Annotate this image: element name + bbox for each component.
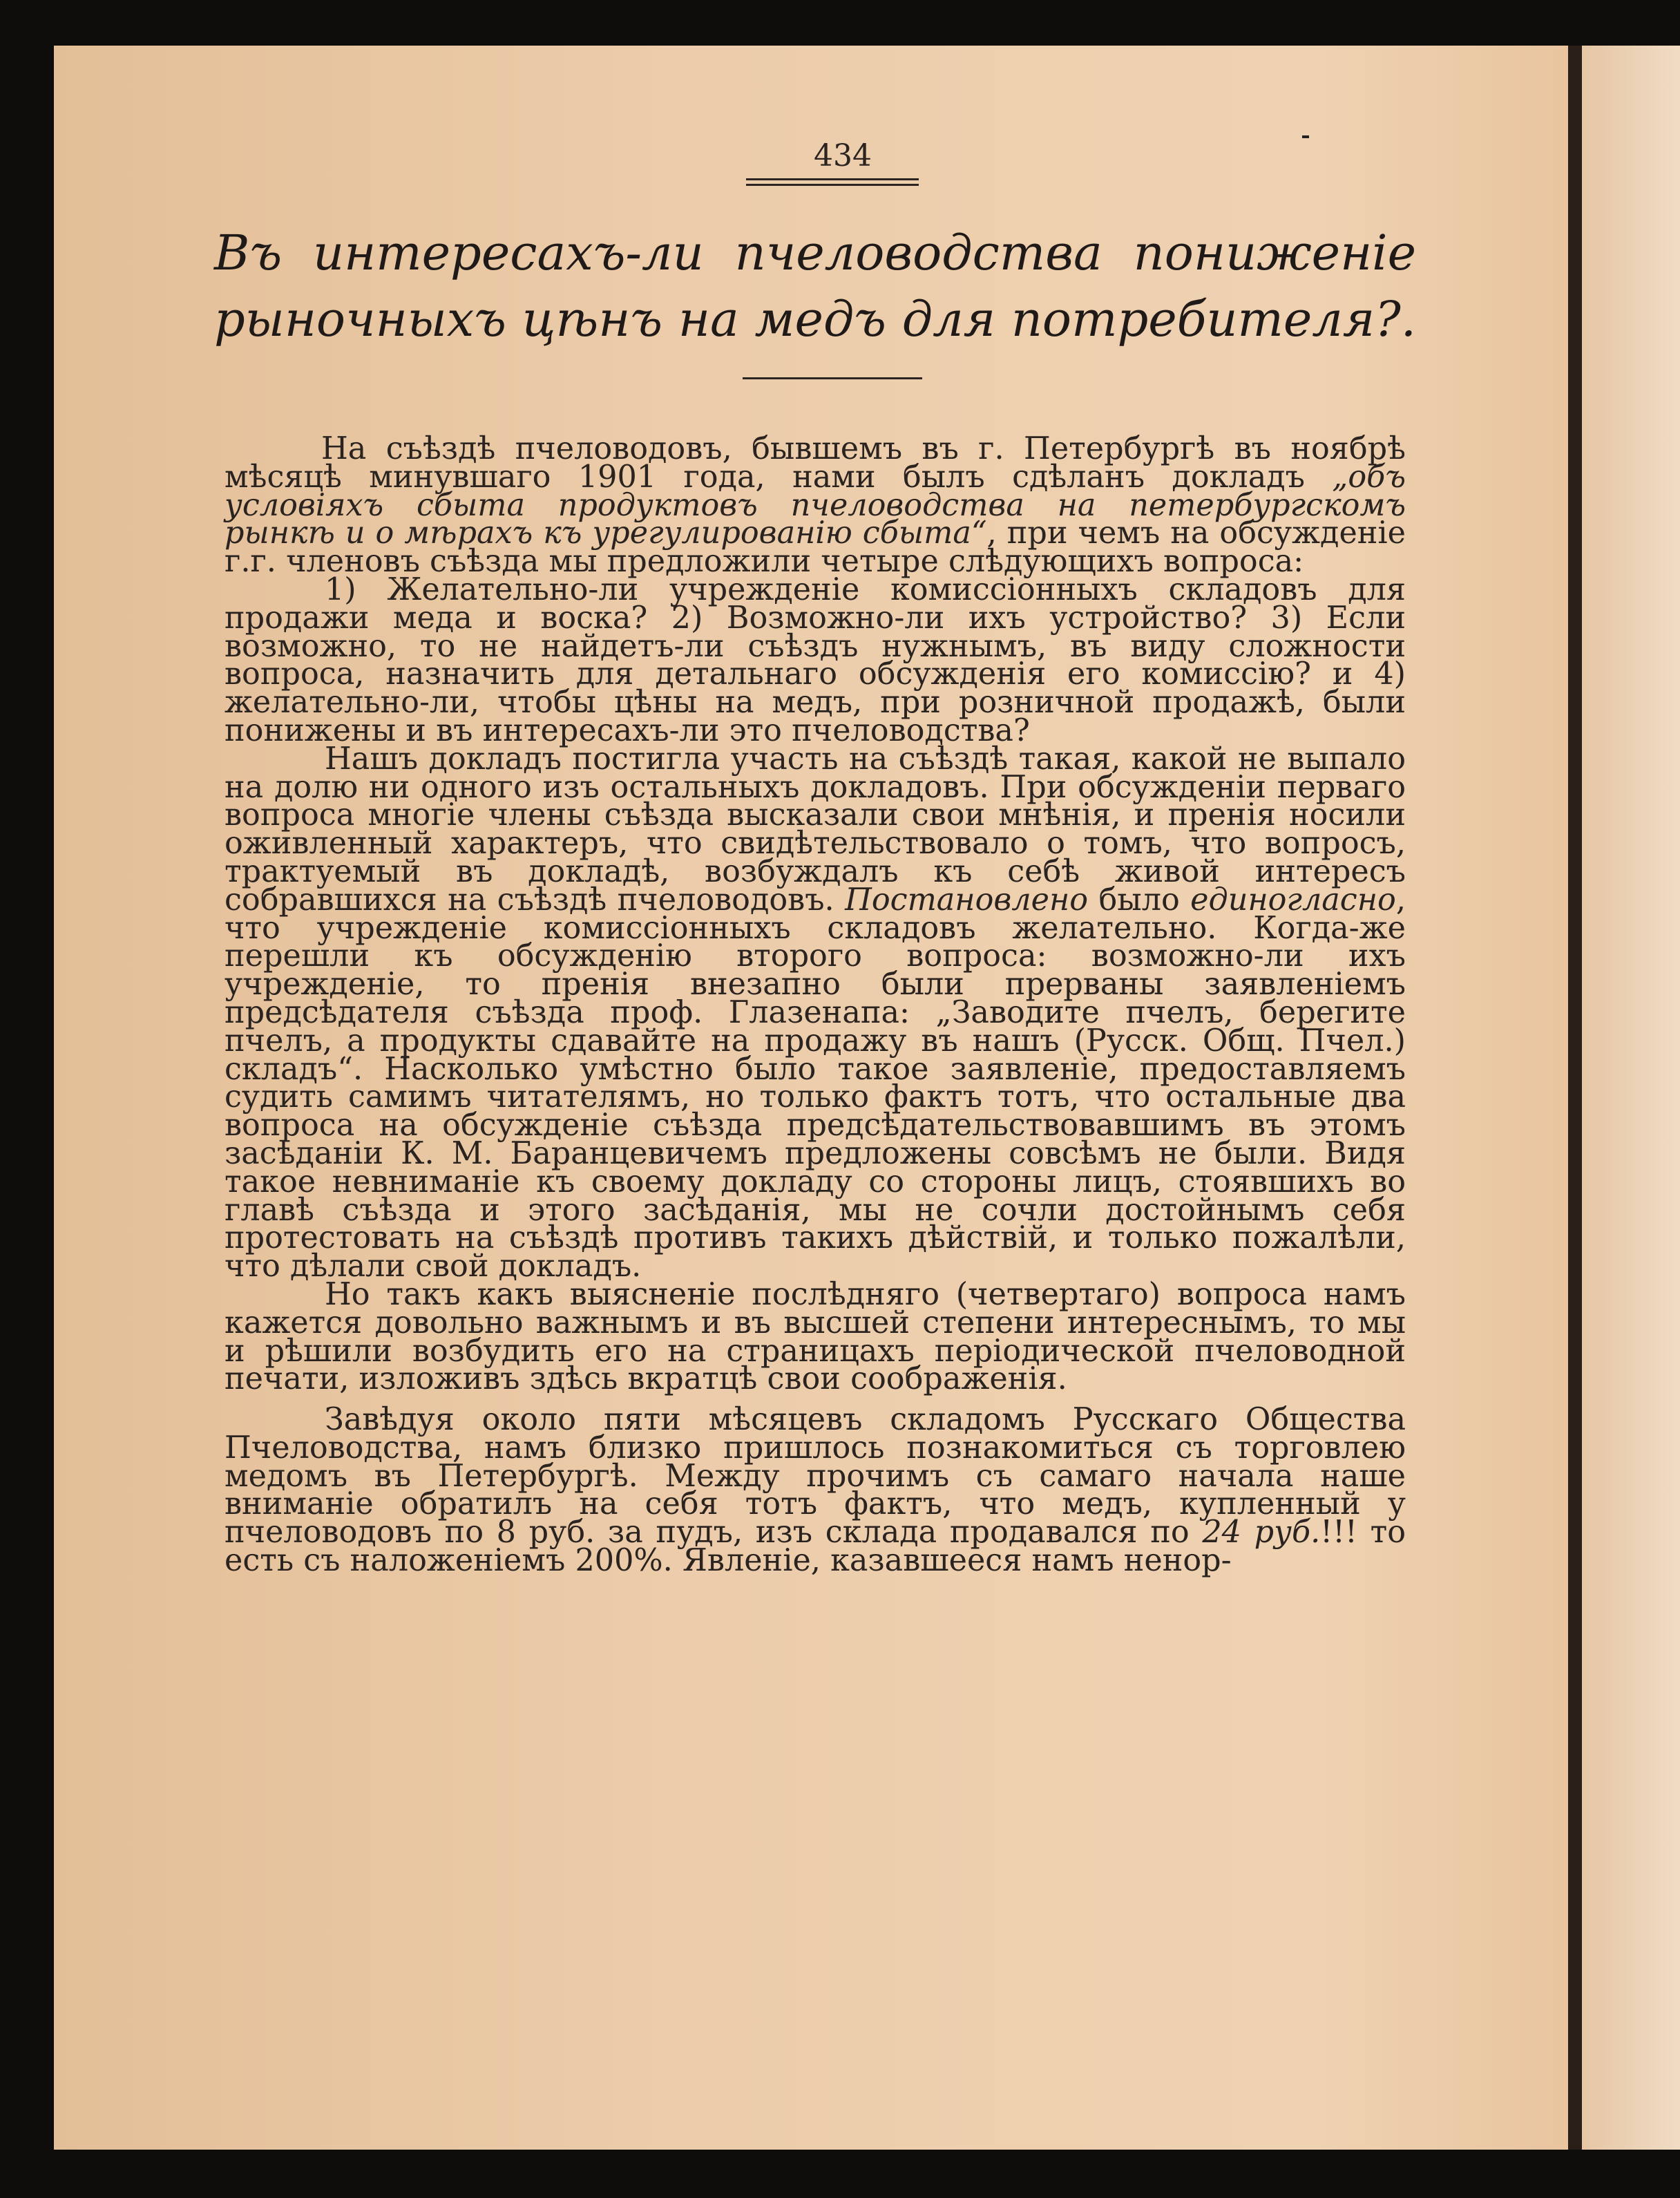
paragraph — [225, 1276, 1406, 1397]
page-edge — [1568, 46, 1583, 2150]
paragraph — [225, 741, 1406, 1285]
paragraph-text: , что учрежденіе комиссіонныхъ складовъ желательно. Когда-же перешли къ обсужденію второго вопроса: возможно-ли ихъ учрежденіе, то пренія внезапно были прерваны заявленіемъ предсѣдателя съѣзда проф. Глазенапа: „Заводите пчелъ, берегите пчелъ, а продукты сдавайте на продажу въ нашъ (Русск. Общ. Пчел.) складъ“. Насколько умѣстно было такое заявленіе, предоставляемъ судить самимъ читателямъ, но только фактъ тотъ, что остальные два вопроса на обсужденіе съѣзда предсѣдательствовавшимъ въ этомъ засѣданіи К. М. Баранцевичемъ предложены совсѣмъ не были. Видя такое невниманіе къ своему докладу со стороны лицъ, стоявшихъ во главѣ съѣзда и этого засѣданія, мы не сочли достойнымъ себя протестовать на съѣздѣ противъ такихъ дѣйствій, и только пожалѣли, что дѣлали свой докладъ. — [225, 882, 1406, 1285]
emphasis-text: 24 руб. — [1202, 1515, 1321, 1551]
adjacent-page — [1582, 46, 1680, 2150]
paragraph-text: Но такъ какъ выясненіе послѣдняго (четвертаго) вопроса намъ кажется довольно важнымъ и въ высшей степени интереснымъ, то мы и рѣшили возбудить его на страницахъ періодической пчеловодной печати, изложивъ здѣсь вкратцѣ свои соображенія. — [225, 1276, 1406, 1397]
paragraph-text: было — [1088, 882, 1191, 918]
paragraph-text: Завѣдуя около пяти мѣсяцевъ складомъ Русскаго Общества Пчеловодства, намъ близко пришлось познакомиться съ торговлею медомъ въ Петербургѣ. Между прочимъ съ самаго начала наше вниманіе обратилъ на себя тотъ фактъ, что медъ, купленный у пчеловодовъ по 8 руб. за пудъ, изъ склада продавался по — [225, 1402, 1406, 1551]
article-body — [225, 431, 1406, 1579]
paragraph — [225, 571, 1406, 748]
paragraph-text: , при чемъ на обсужденіе г.г. членовъ съѣзда мы предложили четыре слѣдующихъ вопроса: — [225, 515, 1406, 580]
emphasis-text: единогласно — [1190, 882, 1396, 918]
paragraph-text: Нашъ докладъ постигла участь на съѣздѣ такая, какой не выпало на долю ни одного изъ остальныхъ докладовъ. При обсужденіи перваго вопроса многіе члены съѣзда высказали свои мнѣнія, и пренія носили оживленный характеръ, что свидѣтельствовало о томъ, что вопросъ, трактуемый въ докладѣ, возбуждалъ къ себѣ живой интересъ собравшихся на съѣздѣ пчеловодовъ. — [225, 741, 1406, 918]
page-number: 434 — [814, 138, 872, 173]
paragraph-text: На съѣздѣ пчеловодовъ, бывшемъ въ г. Петербургѣ въ ноябрѣ мѣсяцѣ минувшаго 1901 года, нами былъ сдѣланъ докладъ — [225, 431, 1406, 495]
title-divider — [743, 377, 922, 379]
ink-mark — [1302, 135, 1309, 138]
emphasis-text: Постановлено — [845, 882, 1089, 918]
article-title: Въ интересахъ-ли пчеловодства пониженіе рыночныхъ цѣнъ на медъ для потребителя?. — [214, 225, 1416, 348]
paragraph-text: 1) Желательно-ли учрежденіе комиссіонныхъ складовъ для продажи меда и воска? 2) Возможно-ли ихъ устройство? 3) Если возможно, то не найдетъ-ли съѣздъ нужнымъ, въ виду сложности вопроса, назначить для детальнаго обсужденія его комиссію? и 4) желательно-ли, чтобы цѣны на медъ, при розничной продажѣ, были понижены и въ интересахъ-ли это пчеловодства? — [225, 571, 1406, 748]
page-number-rule-bottom — [746, 184, 919, 186]
paragraph-text: !!! то есть съ наложеніемъ 200%. Явленіе, казавшееся намъ ненор- — [225, 1515, 1406, 1579]
paragraph — [225, 431, 1406, 580]
emphasis-text: „объ условіяхъ сбыта продуктовъ пчеловодства на петербургскомъ рынкѣ и о мѣрахъ къ урегулированію сбыта“ — [225, 459, 1406, 551]
page-number-rule-top — [746, 178, 919, 180]
paragraph — [225, 1402, 1406, 1579]
